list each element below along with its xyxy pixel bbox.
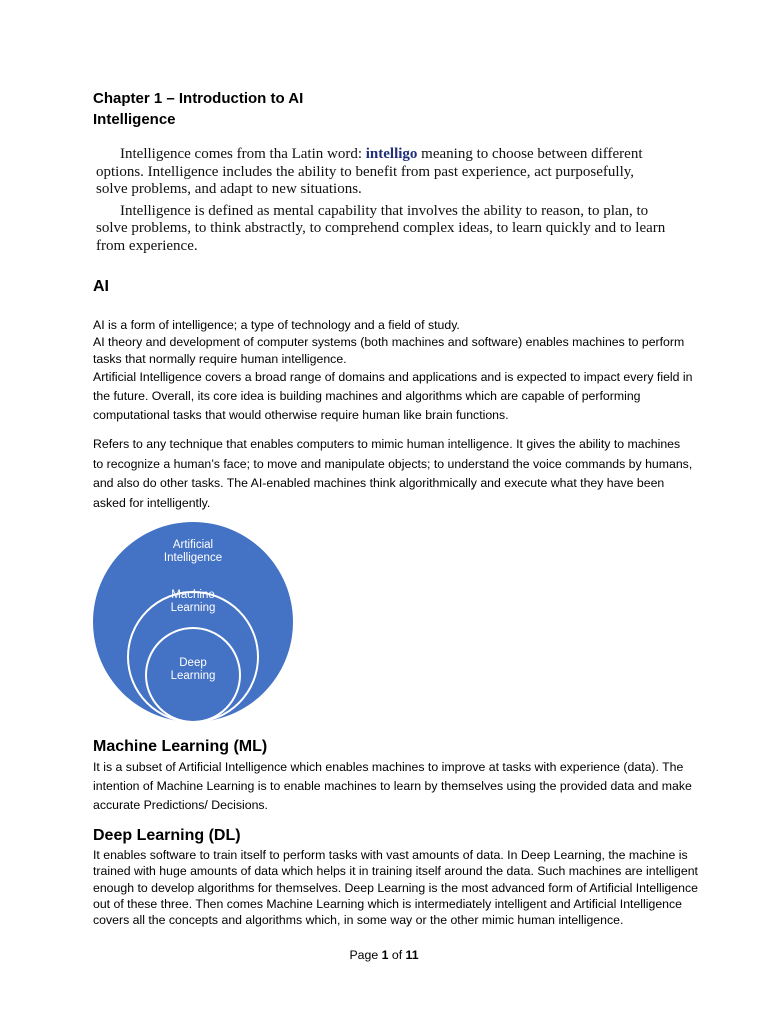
scanned-excerpt [96,146,668,255]
diagram-label-dl-2: Learning [170,670,216,682]
ai-ml-dl-diagram [93,520,295,724]
ml-paragraph: It is a subset of Artificial Intelligence which enables machines to improve at tasks with experience (data). The intention of Machine Learning is to enable machines to learn by themselves using the provided data and make accurate Predictions/ Decisions. [93,760,692,812]
chapter-title: Chapter 1 – Introduction to AI [93,90,304,107]
dl-paragraph: It enables software to train itself to perform tasks with vast amounts of data. In Deep Learning, the machine is trained with huge amounts of data which helps it in training itself around the data. Such machines are intelligent enough to develop algorithms for themselves. Deep Learning is the most advanced form of Artificial Intelligence out of these three. Then comes Machine Learning which is intermediately intelligent and Artificial Intelligence covers all the concepts and algorithms which, in some way or the other mimic human intelligence. [93,848,698,928]
page-number [0,948,768,962]
ai-line-3: Artificial Intelligence covers a broad range of domains and applications and is expected to impact every field in the future. Overall, its core idea is building machines and algorithms which are capable of performing computational tasks that would otherwise require human like brain functions. [93,370,693,422]
total-pages: 11 [405,948,419,962]
diagram-label-ai-2: Intelligence [163,552,223,564]
ai-heading: AI [93,278,109,295]
ai-paragraph-2: Refers to any technique that enables computers to mimic human intelligence. It gives the ability to machines to recognize a human’s face; to move and manipulate objects; to understand the voice commands by humans, and also do other tasks. The AI-enabled machines think algorithmically and execute what they have been asked for intelligently. [93,437,693,510]
ai-line-1: AI is a form of intelligence; a type of technology and a field of study. [93,318,460,332]
diagram-label-dl-1: Deep [179,657,207,669]
latin-term: intelligo [365,146,418,162]
diagram-label-ml-1: Machine [171,589,215,601]
dl-heading: Deep Learning (DL) [93,827,241,844]
excerpt-text: meaning to choose between different options. Intelligence includes the ability to benefit from past experience, act purposefully, solve problems, and adapt to new situations. [96,146,643,197]
intelligence-subtitle: Intelligence [93,111,176,128]
diagram-label-ml-2: Learning [170,602,216,614]
ai-line-2: AI theory and development of computer systems (both machines and software) enables machines to perform tasks that normally require human intelligence. [93,335,685,366]
excerpt-text: Intelligence comes from tha Latin word: [120,146,366,162]
diagram-label-ai-1: Artificial [172,539,214,551]
page-prefix: Page [349,948,382,962]
excerpt-paragraph-1 [96,146,668,199]
excerpt-paragraph-2: Intelligence is defined as mental capability that involves the ability to reason, to plan, to solve problems, to think abstractly, to comprehend complex ideas, to learn quickly and to learn from experience. [96,202,666,254]
page-separator: of [388,948,406,962]
ai-body [93,317,693,513]
ml-heading: Machine Learning (ML) [93,738,268,755]
current-page: 1 [381,948,389,962]
